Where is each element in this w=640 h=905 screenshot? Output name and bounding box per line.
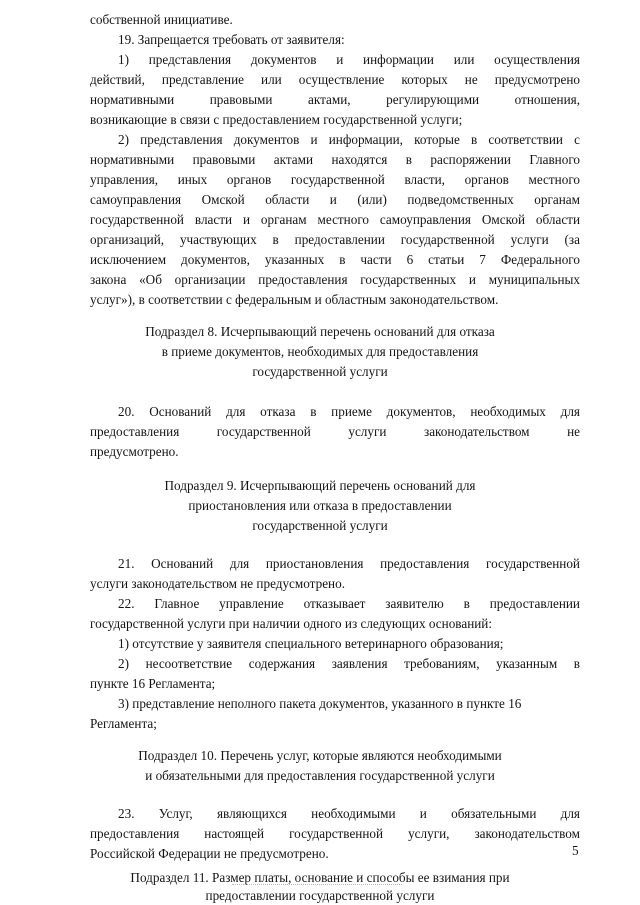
text-line: самоуправления Омской области и (или) подведомственных органам xyxy=(90,192,580,207)
section-heading: государственной услуги xyxy=(252,364,388,379)
text-line: собственной инициативе. xyxy=(90,12,233,27)
section-heading: Подраздел 8. Исчерпывающий перечень оснований для отказа xyxy=(145,324,495,339)
text-line: закона «Об организации предоставления государственных и муниципальных xyxy=(90,272,580,287)
text-line: государственной услуги при наличии одного из следующих оснований: xyxy=(90,616,493,631)
text-line: 22. Главное управление отказывает заявителю в предоставлении xyxy=(118,596,580,611)
text-line: нормативными правовыми актами, регулирующими отношения, xyxy=(90,92,580,107)
section-heading: Подраздел 10. Перечень услуг, которые являются необходимыми xyxy=(138,748,502,763)
text-line: предусмотрено. xyxy=(90,444,179,459)
text-line: 20. Оснований для отказа в приеме документов, необходимых для xyxy=(118,404,580,419)
list-item-continuation: пункте 16 Регламента; xyxy=(90,676,216,691)
section-heading: Подраздел 9. Исчерпывающий перечень оснований для xyxy=(164,478,476,493)
page-number: 5 xyxy=(572,843,579,858)
text-line: 23. Услуг, являющихся необходимыми и обязательными для xyxy=(118,806,580,821)
section-heading: предоставлении государственной услуги xyxy=(205,888,435,903)
text-line: 1) представления документов и информации или осуществления xyxy=(118,52,580,67)
text-line: нормативными правовыми актами находятся в распоряжении Главного xyxy=(90,152,580,167)
section-heading: приостановления или отказа в предоставлении xyxy=(188,498,452,513)
text-line: 2) представления документов и информации, которые в соответствии с xyxy=(118,132,580,147)
text-line: управления, иных органов государственной власти, органов местного xyxy=(90,172,580,187)
text-line: действий, представление или осуществление которых не предусмотрено xyxy=(90,72,580,87)
text-line: услуги законодательством не предусмотрено. xyxy=(90,576,345,591)
list-item: 2) несоответствие содержания заявления требованиям, указанным в xyxy=(118,656,580,671)
text-line: предоставления настоящей государственной услуги, законодательством xyxy=(90,826,580,841)
text-line: исключением документов, указанных в части 6 статьи 7 Федерального xyxy=(90,252,580,267)
text-line: организаций, участвующих в предоставлении государственной услуги (за xyxy=(90,232,580,247)
text-line: предоставления государственной услуги законодательством не xyxy=(90,424,580,439)
section-heading: государственной услуги xyxy=(252,518,388,533)
text-line: 19. Запрещается требовать от заявителя: xyxy=(118,32,345,47)
section-heading: в приеме документов, необходимых для предоставления xyxy=(161,344,479,359)
section-heading: и обязательными для предоставления государственной услуги xyxy=(145,768,495,783)
text-line: государственной власти и органам местного самоуправления Омской области xyxy=(90,212,580,227)
text-line: возникающие в связи с предоставлением государственной услуги; xyxy=(90,112,463,127)
text-line: Российской Федерации не предусмотрено. xyxy=(90,846,329,861)
list-item: 1) отсутствие у заявителя специального ветеринарного образования; xyxy=(118,636,504,651)
text-line: 21. Оснований для приостановления предоставления государственной xyxy=(118,556,580,571)
scan-artifact xyxy=(232,884,402,886)
list-item-continuation: Регламента; xyxy=(90,716,157,731)
list-item: 3) представление неполного пакета документов, указанного в пункте 16 xyxy=(118,696,522,711)
text-line: услуг»), в соответствии с федеральным и областным законодательством. xyxy=(90,292,499,307)
section-heading: Подраздел 11. Размер платы, основание и способы ее взимания при xyxy=(130,870,510,885)
